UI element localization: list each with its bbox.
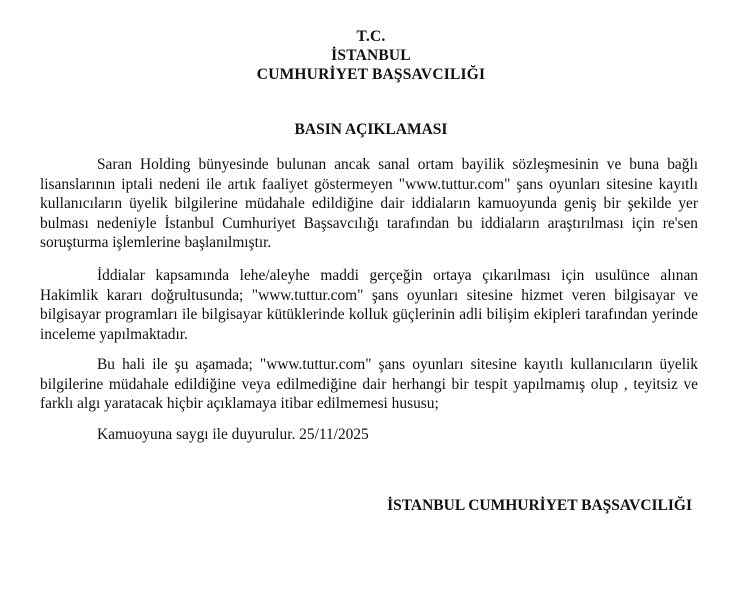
closing-line (40, 425, 698, 445)
paragraph-text: İddialar kapsamında lehe/aleyhe maddi gerçeğin ortaya çıkarılması için usulünce alınan Hakimlik kararı doğrultusunda; "www.tuttur.com" şans oyunları sitesine hizmet veren bilgisayar ve bilgisayar programları ile bilgisayar kütüklerinde kolluk güçlerinin adli bilişim ekipleri tarafından yerinde inceleme yapılmaktadır. (40, 267, 698, 343)
paragraph-text: Bu hali ile şu aşamada; "www.tuttur.com" şans oyunları sitesine kayıtlı kullanıcıların üyelik bilgilerine müdahale edildiğine veya edilmediğine dair herhangi bir tespit yapılmamış olup , teyitsiz ve farklı algı yaratacak hiçbir açıklamaya itibar edilmemesi hususu; (40, 356, 698, 413)
header-country: T.C. (356, 28, 386, 45)
header-office: CUMHURİYET BAŞSAVCILIĞI (256, 66, 486, 83)
paragraph-text: Saran Holding bünyesinde bulunan ancak sanal ortam bayilik sözleşmesinin ve buna bağlı lisanslarının iptali nedeni ile artık faaliyet göstermeyen "www.tuttur.com" şans oyunları sitesine kayıtlı kullanıcıların üyelik bilgilerine müdahale edildiğine dair iddiaların kamuoyunda geniş bir şekilde yer bulması nedeniyle İstanbul Cumhuriyet Başsavcılığı tarafından bu iddiaların araştırılması için re'sen soruşturma işlemlerine başlanılmıştır. (40, 156, 698, 252)
signature-office: İSTANBUL CUMHURİYET BAŞSAVCILIĞI (387, 497, 692, 514)
paragraph-3 (40, 355, 698, 414)
paragraph-1 (40, 155, 698, 253)
paragraph-2 (40, 266, 698, 344)
header-city: İSTANBUL (331, 47, 411, 64)
closing-text: Kamuoyuna saygı ile duyurulur. 25/11/2025 (97, 426, 369, 443)
document-title: BASIN AÇIKLAMASI (294, 121, 448, 138)
